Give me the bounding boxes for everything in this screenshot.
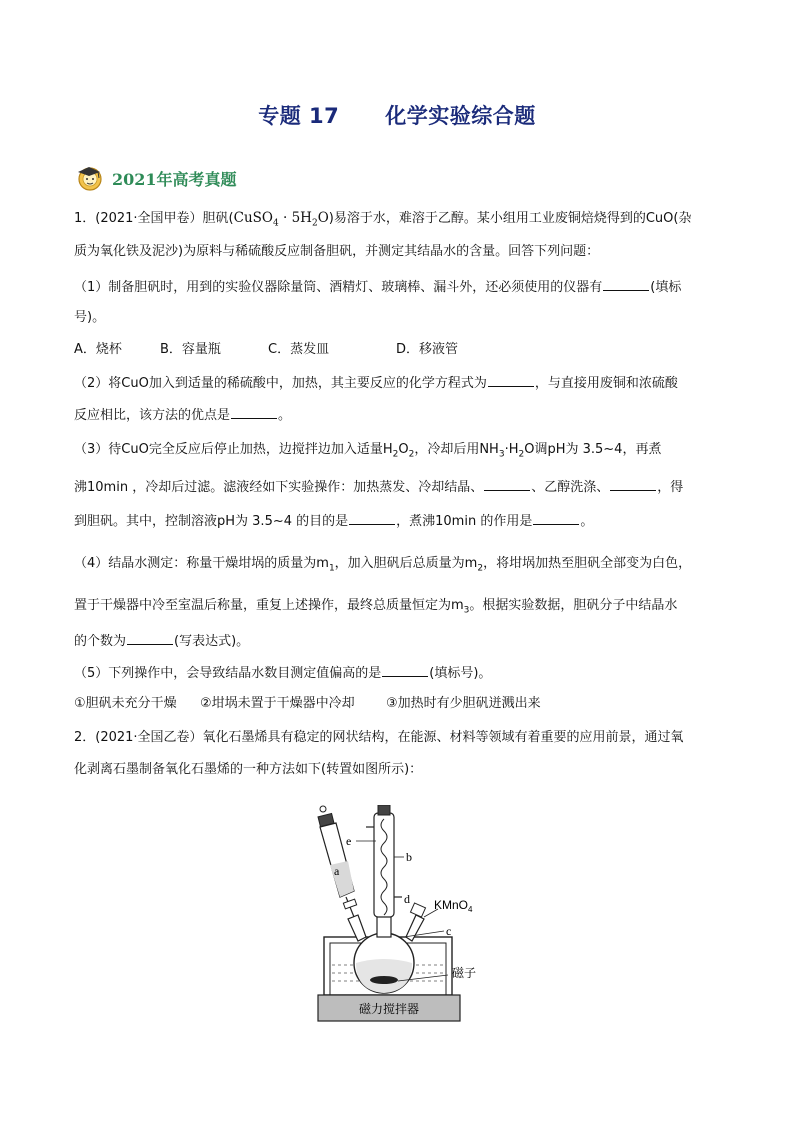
condenser <box>374 813 394 917</box>
title-number: 专题 17 <box>258 104 340 128</box>
option-d: D．移液管 <box>396 342 459 357</box>
q1-part1-end: 号)。 <box>74 310 106 325</box>
q1-part3: （3）待CuO完全反应后停止加热，边搅拌边加入适量$H_2O_2$，冷却后用$NH_3\cdot H_2O$调pH为 3.5~4，再煮 <box>74 442 662 460</box>
label-kmno4: KMnO$_4$ <box>434 898 473 914</box>
answer-blank <box>127 630 173 645</box>
answer-blank <box>349 510 395 525</box>
q1-choices <box>74 694 754 714</box>
option-a: A．烧杯 <box>74 342 122 357</box>
answer-blank <box>488 372 534 387</box>
q1-part4: （4）结晶水测定：称量干燥坩埚的质量为$m_1$，加入胆矾后总质量为$m_2$，将坩埚加热至胆矾全部变为白色， <box>74 556 692 574</box>
q1-part3-end: 到胆矾。其中，控制溶液pH为 3.5~4 的目的是 ，煮沸10min 的作用是 。 <box>74 510 754 532</box>
option-b: B．容量瓶 <box>160 342 221 357</box>
answer-blank <box>610 476 656 491</box>
stir-bar <box>370 976 398 984</box>
q2-line-2: 化剥离石墨制备氧化石墨烯的一种方法如下(转置如图所示)： <box>74 762 423 777</box>
label-b: b <box>406 850 412 864</box>
stirrer-label: 磁力搅拌器 <box>358 1002 420 1016</box>
apparatus-diagram <box>300 805 500 1025</box>
label-c: c <box>446 924 452 938</box>
option-c: C．蒸发皿 <box>268 342 330 357</box>
q1-line-2: 质为氧化铁及泥沙)为原料与稀硫酸反应制备胆矾，并测定其结晶水的含量。回答下列问题： <box>74 244 600 259</box>
answer-blank <box>484 476 530 491</box>
q1-intro-b: )易溶于水，难溶于乙醇。某小组用工业废铜焙烧得到的CuO(杂 <box>328 211 692 226</box>
q1-intro-a: 1．(2021·全国甲卷）胆矾( <box>74 211 234 226</box>
q1-part4-end: 的个数为 (写表达式)。 <box>74 630 754 652</box>
section-label: 2021年高考真题 <box>112 169 237 189</box>
answer-blank <box>382 662 428 677</box>
choice-1: ①胆矾未充分干燥 <box>74 696 177 711</box>
q2-line-1: 2．(2021·全国乙卷）氧化石墨烯具有稳定的网状结构，在能源、材料等领域有着重要的应用前景，通过氧 <box>74 730 684 745</box>
q1-part4-cont: 置于干燥器中冷至室温后称量，重复上述操作，最终总质量恒定为$m_3$。根据实验数据，胆矾分子中结晶水 <box>74 598 678 616</box>
q1-part1: （1）制备胆矾时，用到的实验仪器除量筒、酒精灯、玻璃棒、漏斗外，还必须使用的仪器有 (填标 <box>74 276 754 298</box>
q1-part3-cont: 沸10min ，冷却后过滤。滤液经如下实验操作：加热蒸发、冷却结晶、 、乙醇洗涤、 ，得 <box>74 476 754 498</box>
choice-3: ③加热时有少胆矾迸溅出来 <box>386 696 541 711</box>
label-d: d <box>404 892 410 906</box>
page-title <box>0 100 794 130</box>
label-e: e <box>346 834 352 848</box>
exam-emblem-icon <box>74 163 104 193</box>
answer-blank <box>231 404 277 419</box>
q1-part2: （2）将CuO加入到适量的稀硫酸中，加热，其主要反应的化学方程式为 ，与直接用废铜和浓硫酸 <box>74 372 754 394</box>
answer-blank <box>603 276 649 291</box>
label-stir-bar: 磁子 <box>452 966 477 980</box>
choice-2: ②坩埚未置于干燥器中冷却 <box>200 696 355 711</box>
title-text: 化学实验综合题 <box>385 104 536 128</box>
q1-part5: （5）下列操作中，会导致结晶水数目测定值偏高的是 (填标号)。 <box>74 662 754 684</box>
section-heading <box>74 163 237 193</box>
answer-blank <box>533 510 579 525</box>
label-a: a <box>334 864 340 878</box>
q1-options <box>74 340 754 360</box>
q1-line-1 <box>74 208 754 234</box>
q1-part2-cont: 反应相比，该方法的优点是 。 <box>74 404 754 426</box>
formula-cuso4: CuSO$_4$ · $5H_2O$ <box>233 210 329 229</box>
